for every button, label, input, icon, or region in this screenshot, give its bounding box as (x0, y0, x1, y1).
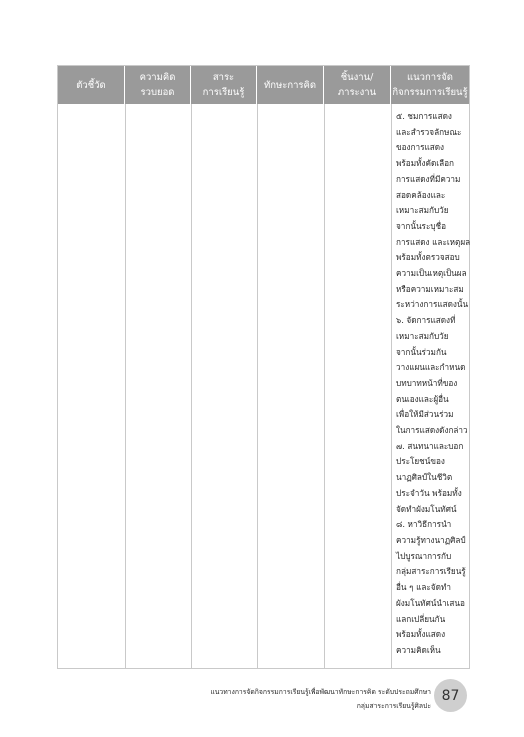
activity-line: ระหว่างการแสดงนั้น (396, 299, 469, 310)
activity-line: แลกเปลี่ยนกัน (396, 613, 446, 624)
activity-line: เพื่อให้มีส่วนร่วม (396, 409, 454, 420)
activity-line: เหมาะสมกับวัย (396, 205, 449, 216)
activity-line: การแสดง และเหตุผล (396, 236, 471, 247)
header-indicator: ตัวชี้วัด (58, 66, 125, 104)
activity-line: ๘. หาวิธีการนำ (396, 519, 452, 530)
table-header (58, 66, 469, 104)
activity-line: จัดทำผังมโนทัศน์ (396, 503, 457, 514)
column-divider (257, 104, 258, 668)
activity-line: นาฏศิลป์ในชีวิต (396, 472, 453, 483)
activity-line: หรือความเหมาะสม (396, 283, 464, 294)
activity-line: ไปบูรณาการกับ (396, 550, 452, 561)
activity-line: บทบาทหน้าที่ของ (396, 377, 458, 388)
activity-line: วางแผนและกำหนด (396, 362, 466, 373)
curriculum-table (57, 65, 470, 669)
activity-line: กลุ่มสาระการเรียนรู้ (396, 566, 466, 577)
column-divider (391, 104, 392, 668)
column-divider (125, 104, 126, 668)
activity-line: พร้อมทั้งตรวจสอบ (396, 252, 460, 263)
activity-line: ความคิดเห็น (396, 644, 441, 655)
activity-line: อื่น ๆ และจัดทำ (396, 582, 451, 593)
header-task: ชิ้นงาน/ ภาระงาน (324, 66, 391, 104)
activity-line: ประโยชน์ของ (396, 456, 445, 467)
activity-line: ของการแสดง (396, 142, 445, 153)
activity-line: ๗. สนทนาและบอก (396, 440, 464, 451)
activity-line: พร้อมทั้งคัดเลือก (396, 158, 454, 169)
column-divider (191, 104, 192, 668)
activity-line: จากนั้นร่วมกัน (396, 346, 447, 357)
footer-subject: กลุ่มสาระการเรียนรู้ศิลปะ (356, 702, 431, 710)
activity-line: การแสดงที่มีความ (396, 173, 461, 184)
activity-line: ความเป็นเหตุเป็นผล (396, 268, 467, 279)
activity-line: ตนเองและผู้อื่น (396, 393, 449, 404)
activity-line: ๖. จัดการแสดงที่ (396, 315, 456, 326)
activity-line: และสำรวจลักษณะ (396, 126, 462, 137)
activity-line: ในการแสดงดังกล่าว (396, 425, 468, 436)
activity-line: ความรู้ทางนาฏศิลป์ (396, 534, 466, 545)
column-divider (324, 104, 325, 668)
activity-line: เหมาะสมกับวัย (396, 330, 449, 341)
activity-line: ๕. ชมการแสดง (396, 111, 452, 121)
header-content: สาระ การเรียนรู้ (191, 66, 257, 104)
activity-line: ผังมโนทัศน์นำเสนอ (396, 597, 465, 608)
header-activity: แนวการจัด กิจกรรมการเรียนรู้ (392, 72, 468, 98)
header-thinking-skill: ทักษะการคิด (257, 66, 324, 104)
activity-cell (396, 109, 470, 659)
activity-line: จากนั้นระบุชื่อ (396, 220, 447, 231)
page-number-badge: 87 (434, 679, 467, 712)
activity-line: ประจำวัน พร้อมทั้ง (396, 487, 462, 498)
footer-book-title: แนวทางการจัดกิจกรรมการเรียนรู้เพื่อพัฒนาทักษะการคิด ระดับประถมศึกษา (210, 688, 431, 696)
activity-line: พร้อมทั้งแสดง (396, 629, 446, 640)
activity-line: สอดคล้องและ (396, 189, 446, 200)
header-concept: ความคิด รวบยอด (125, 66, 191, 104)
